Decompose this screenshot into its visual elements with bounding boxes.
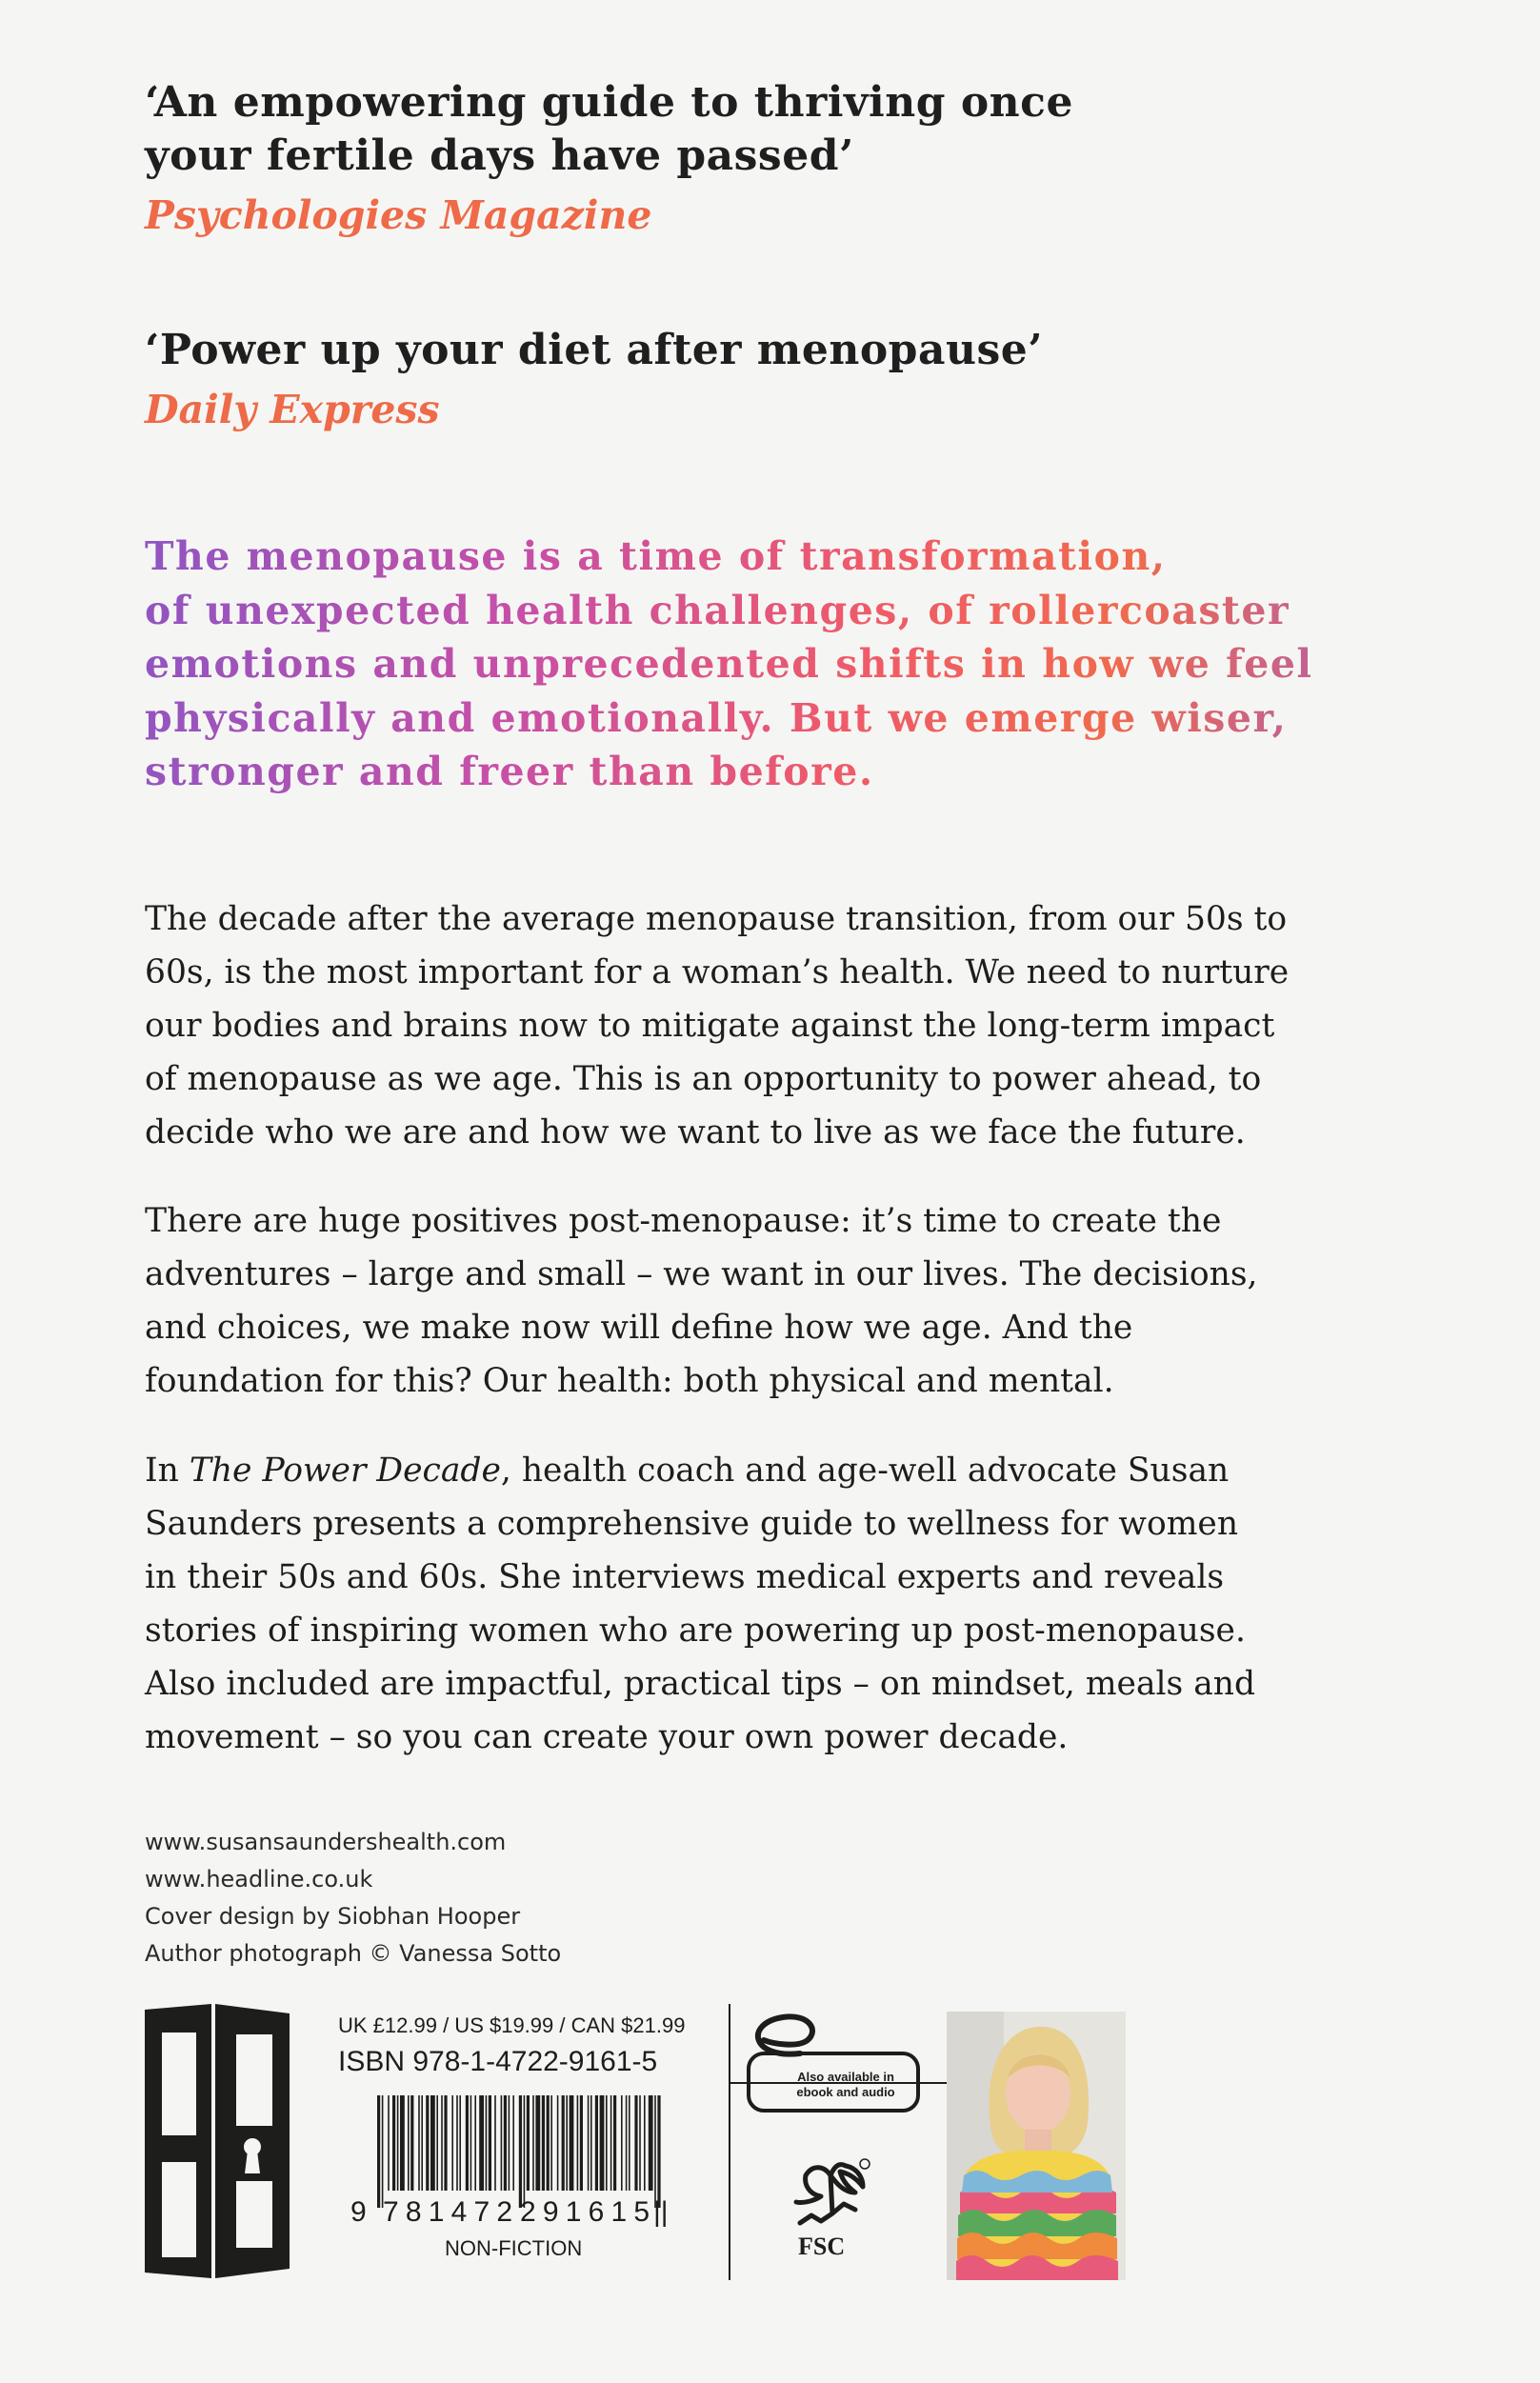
barcode-bar [527, 2095, 530, 2191]
ebook-badge-icon [741, 2012, 926, 2118]
barcode-bar [400, 2095, 405, 2191]
photo-credit: Author photograph © Vanessa Sotto [145, 1940, 562, 1967]
publisher-website: www.headline.co.uk [145, 1866, 373, 1892]
barcode-bar [613, 2095, 616, 2191]
barcode-bar [426, 2095, 429, 2191]
isbn: ISBN 978-1-4722-9161-5 [338, 2046, 658, 2077]
barcode-bar [489, 2095, 491, 2191]
barcode-addon: || [653, 2196, 669, 2228]
barcode-bar [600, 2095, 605, 2191]
barcode-bar [657, 2095, 660, 2208]
barcode-bar [430, 2095, 435, 2191]
barcode-bar [474, 2095, 476, 2191]
barcode-bar [649, 2095, 653, 2191]
blurb-paragraph-1: The decade after the average menopause transition, from our 50s to 60s, is the most important for a woman’s health. We need to nurture our bodies and brains now to mitigate against the long-term impact of menopause as we age. This is an opportunity to power ahead, to decide who we are and how we want to live as we face the future. [145, 900, 1290, 1151]
review-quote-1 [145, 76, 1383, 242]
barcode-bar [595, 2095, 598, 2191]
author-photo [947, 2012, 1126, 2280]
barcode-group-1: 781472 [383, 2196, 512, 2228]
barcode-bar [479, 2095, 484, 2191]
barcode-bar [519, 2095, 522, 2208]
barcode-bar [621, 2095, 623, 2191]
barcode-bar [392, 2095, 395, 2191]
barcode-bar [524, 2095, 526, 2208]
barcode-group-2: 291615 [520, 2196, 650, 2228]
blurb-paragraph-2: There are huge positives post-menopause: it’s time to create the adventures – large and small – we want in our lives. The decisions, and choices, we make now will define how we age. And the foundation for this? Our health: both physical and mental. [145, 1202, 1258, 1400]
barcode-bar [397, 2095, 399, 2191]
review-source: Daily Express [145, 387, 440, 432]
barcode-bar [382, 2095, 384, 2208]
barcode-bar [501, 2095, 503, 2191]
barcode-bar [408, 2095, 410, 2191]
barcode [343, 2095, 724, 2229]
ebook-badge-text: Also available in ebook and audio [796, 2070, 895, 2099]
barcode-bar [550, 2095, 552, 2191]
barcode-bar [456, 2095, 458, 2191]
barcode-bar [504, 2095, 507, 2191]
barcode-bar [486, 2095, 488, 2191]
barcode-bar [610, 2095, 612, 2191]
review-quote-text: ‘Power up your diet after menopause’ [145, 326, 1044, 374]
barcode-bar [459, 2095, 461, 2191]
barcode-digit-first: 9 [350, 2196, 367, 2228]
barcode-bar [410, 2095, 413, 2191]
barcode-bar [557, 2095, 559, 2191]
review-quote-text: ‘An empowering guide to thriving once your fertile days have passed’ [145, 78, 1073, 180]
price: UK £12.99 / US $19.99 / CAN $21.99 [338, 2013, 686, 2037]
tagline: The menopause is a time of transformation, of unexpected health challenges, of rollercoaster emotions and unprecedented shifts in how we feel physically and emotionally. But we emerge wiser, stronger and freer than before. [145, 530, 1421, 799]
genre-label: NON-FICTION [445, 2236, 583, 2260]
barcode-bar [466, 2095, 469, 2191]
fsc-label: FSC [798, 2233, 846, 2260]
barcode-bar [577, 2095, 579, 2191]
barcode-bar [509, 2095, 510, 2191]
credits [145, 1824, 811, 1972]
barcode-bar [644, 2095, 646, 2191]
barcode-bar [377, 2095, 380, 2208]
review-source: Psychologies Magazine [145, 192, 652, 238]
barcode-bar [444, 2095, 447, 2191]
barcode-bar [590, 2095, 592, 2191]
barcode-bar [494, 2095, 496, 2191]
barcode-bar [562, 2095, 565, 2191]
blurb-paragraph-3: In The Power Decade, health coach and age-well advocate Susan Saunders presents a comprehensive guide to wellness for women in their 50s and 60s. She interviews medical experts and reveals stories of inspiring women who are powering up post-menopause. Also included are impactful, practical tips – on mindset, meals and movement – so you can create your own power decade. [145, 1452, 1256, 1756]
review-quote-2 [145, 324, 1383, 436]
barcode-bar [588, 2095, 590, 2191]
barcode-bar [512, 2095, 514, 2191]
barcode-bar [436, 2095, 438, 2191]
barcode-bar [639, 2095, 641, 2191]
barcode-bar [626, 2095, 628, 2191]
barcode-bar [535, 2095, 540, 2191]
book-title: The Power Decade [189, 1452, 501, 1490]
publisher-logo-icon [141, 2000, 293, 2281]
barcode-bar [441, 2095, 443, 2191]
barcode-bar [421, 2095, 423, 2191]
author-website: www.susansaundershealth.com [145, 1829, 507, 1855]
barcode-bar [580, 2095, 583, 2191]
barcode-bar [606, 2095, 608, 2191]
barcode-bar [570, 2095, 574, 2191]
barcode-bar [566, 2095, 568, 2191]
barcode-bar [451, 2095, 453, 2191]
cover-design-credit: Cover design by Siobhan Hooper [145, 1903, 521, 1930]
barcode-bar [629, 2095, 630, 2191]
barcode-bar [547, 2095, 550, 2191]
divider [729, 2004, 730, 2280]
barcode-bars [377, 2095, 661, 2208]
barcode-bar [532, 2095, 534, 2191]
barcode-bar [542, 2095, 545, 2191]
barcode-bar [634, 2095, 637, 2191]
barcode-bar [470, 2095, 472, 2191]
barcode-bar [388, 2095, 390, 2191]
barcode-bar [654, 2095, 656, 2208]
barcode-bar [418, 2095, 420, 2191]
